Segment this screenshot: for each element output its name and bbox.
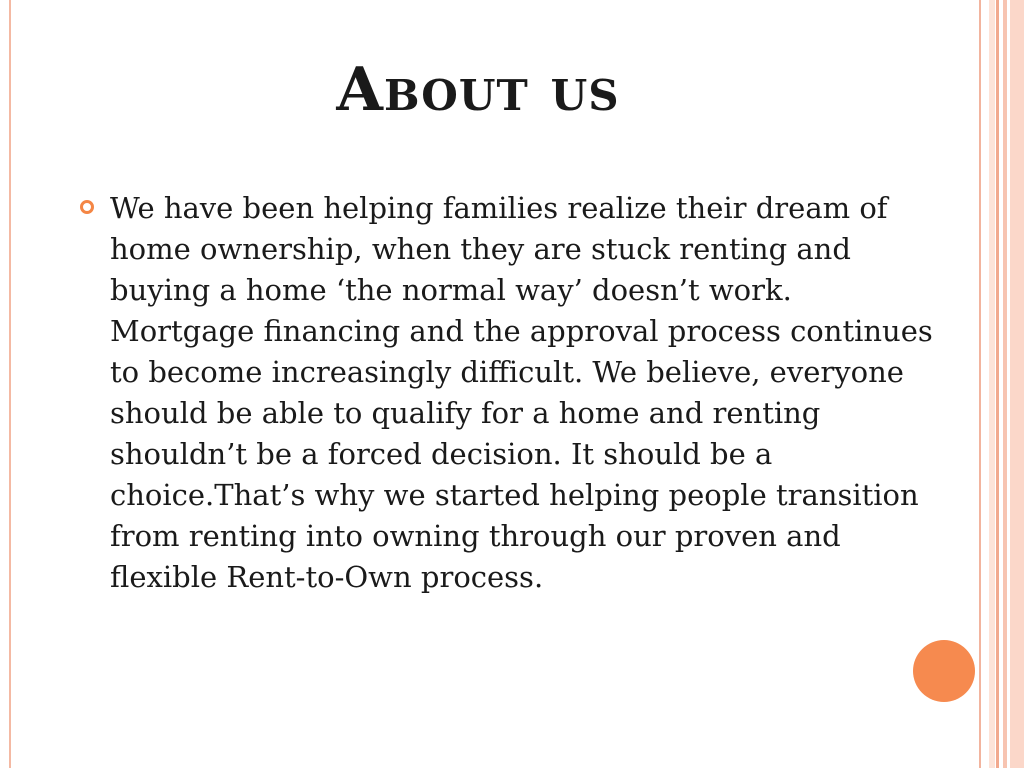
list-item: [80, 188, 940, 598]
bullet-text: We have been helping families realize their dream of home ownership, when they are stuck renting and buying a home ‘the normal way’ doesn’t work. Mortgage financing and the approval process continues to become increasingly difficult. We believe, everyone should be able to qualify for a home and renting shouldn’t be a forced decision. It should be a choice.That’s why we started helping people transition from renting into owning through our proven and flexible Rent-to-Own process.: [110, 191, 933, 594]
stripe: [989, 0, 995, 768]
stripe: [996, 0, 999, 768]
stripe: [979, 0, 981, 768]
stripe: [1003, 0, 1007, 768]
stripe: [1010, 0, 1024, 768]
bullet-circle-icon: [80, 200, 94, 214]
orange-circle-decoration: [913, 640, 975, 702]
slide-title: About us: [336, 55, 620, 125]
right-decorative-stripes: [979, 0, 1024, 768]
bullet-list: [80, 188, 940, 598]
